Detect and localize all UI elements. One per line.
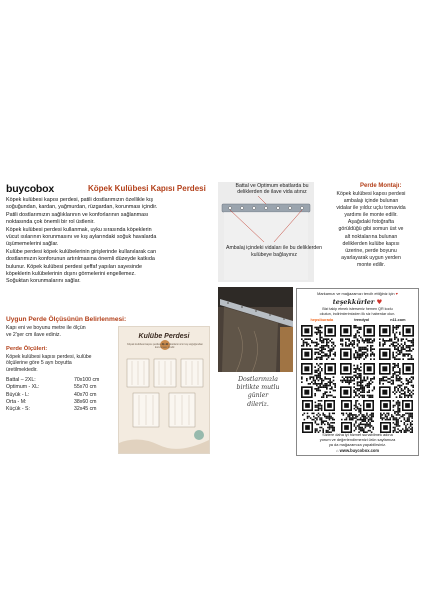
desc-line: soğuğundan, kardan, yağmurdan, rüzgardan, korunması içindir. bbox=[6, 204, 158, 211]
size-name: Battal – 2XL: bbox=[6, 377, 36, 383]
measure-text bbox=[6, 325, 102, 338]
installation-line: görüldüğü gibi somun üst ve bbox=[338, 226, 404, 233]
store-hepsiburada[interactable]: hepsiburada bbox=[310, 318, 334, 322]
desc-line: üşümemelerini sağlar. bbox=[6, 241, 59, 248]
size-list bbox=[6, 377, 110, 413]
product-description bbox=[6, 197, 213, 286]
thanks-text bbox=[296, 298, 419, 306]
curtain-line: ölçülerine göre 5 ayrı boyutta bbox=[6, 360, 72, 367]
wishes-line: dileriz. bbox=[247, 400, 269, 408]
installation-heading: Perde Montajı: bbox=[360, 183, 402, 189]
store-n11[interactable]: n11.com bbox=[390, 318, 406, 322]
mounting-screw-note: Ambalaj içindeki vidaları ile bu deliklerden kulübeye bağlayınız bbox=[225, 245, 323, 258]
qr-follow-line: okutun, indirimlerimizden ilk siz haberdar olun. bbox=[319, 311, 396, 316]
heart-icon: ♥ bbox=[376, 298, 383, 306]
heart-icon: ♥ bbox=[395, 291, 398, 296]
qr-code-store-9[interactable] bbox=[379, 400, 414, 433]
installation-line: Köpek kulübesi kapısı perdesi bbox=[336, 191, 406, 197]
desc-line: dostlarımızın konforunun artırılmasına önemli düzeyde katkıda bbox=[6, 256, 155, 263]
installation-line: ayarlayarak uygun yerden bbox=[341, 254, 401, 261]
installation-text bbox=[322, 191, 420, 269]
desc-line: Köpek kulübesi perdesi kullanmak, uyku sırasında köpeklerin bbox=[6, 226, 152, 233]
curtain-size-text bbox=[6, 354, 102, 373]
size-row bbox=[6, 384, 110, 391]
installation-line: Aşağıdaki fotoğrafta bbox=[347, 219, 395, 226]
qr-code-store-7[interactable] bbox=[301, 400, 336, 433]
desc-line: köpeklerin kulübelerinin dışını görmelerini engellemez. bbox=[6, 271, 136, 278]
desc-line: vücut ısılarının korunmasını ve kış aylarındaki soğuk havalarda bbox=[6, 234, 157, 241]
qr-code-store-6[interactable] bbox=[379, 363, 414, 398]
measure-line: ve 2'şer cm ilave ediniz. bbox=[6, 331, 61, 338]
review-line: Sizlere daha iyi hizmet sunabilmek adına bbox=[322, 432, 393, 437]
size-name: Küçük - S: bbox=[6, 406, 30, 413]
qr-code-store-5[interactable] bbox=[340, 363, 375, 398]
store-trendyol[interactable]: trendyol bbox=[354, 318, 370, 322]
size-poster bbox=[118, 326, 210, 454]
size-row bbox=[6, 392, 110, 399]
desc-line: Köpek kulübesi kapısı perdesi, patili dostlarımızın özellikle kış bbox=[6, 197, 154, 203]
desc-line: bulunur. Köpek kulübesi perdesi şeffaf yapıları sayesinde bbox=[6, 263, 142, 270]
desc-line: Patili dostlarımızın sağlıklarının ve konforlarının sağlanması bbox=[6, 211, 149, 218]
qr-intro-text: Markamızı ve mağazamızı tercih ettiğiniz için bbox=[317, 291, 395, 296]
size-value: 38x60 cm bbox=[74, 398, 97, 405]
thanks-label: teşekkürler bbox=[332, 298, 375, 306]
measure-line: Kapı eni ve boyunu metre ile ölçün bbox=[6, 325, 86, 331]
size-row bbox=[6, 406, 110, 413]
installation-line: alt noktalarına bulunan bbox=[344, 233, 398, 240]
curtain-line: Köpek kulübesi kapısı perdesi, kulübe bbox=[6, 354, 92, 360]
page-title: Köpek Kulübesi Kapısı Perdesi bbox=[88, 184, 206, 193]
qr-code-hepsiburada[interactable] bbox=[301, 325, 336, 360]
qr-code-n11[interactable] bbox=[379, 325, 414, 360]
qr-code-store-4[interactable] bbox=[301, 363, 336, 398]
poster-subtitle: Köpek kulübesi kapısı perdesi, patili dostlarımızın kış soğuğundan korunması içindir. bbox=[127, 343, 203, 350]
qr-follow-text bbox=[300, 307, 415, 316]
brand-name: buycobox bbox=[6, 183, 54, 195]
store-logos bbox=[300, 318, 416, 322]
desc-line: Kulübe perdesi köpek kulübelerinin girişlerinde kullanılarak can bbox=[6, 248, 157, 255]
website-link[interactable] bbox=[300, 448, 415, 453]
size-row bbox=[6, 377, 110, 384]
size-value: 70x100 cm bbox=[74, 377, 100, 383]
size-name: Büyük - L: bbox=[6, 391, 30, 398]
curtain-size-heading: Perde Ölçüleri: bbox=[6, 346, 48, 352]
size-name: Orta - M: bbox=[6, 398, 27, 405]
installed-curtain-photo bbox=[218, 287, 293, 372]
measure-heading: Uygun Perde Ölçüsünün Belirlenmesi: bbox=[6, 316, 127, 323]
size-value: 55x70 cm bbox=[74, 384, 97, 391]
website-url[interactable]: www.buycobox.com bbox=[339, 448, 380, 453]
installation-line: deliklerden kulübe kapısı bbox=[342, 240, 400, 247]
size-row bbox=[6, 399, 110, 406]
review-line: ya da mağazamıza yapabilirsiniz. bbox=[328, 441, 387, 447]
installation-line: üzerine, perde boyunu bbox=[345, 247, 397, 254]
installation-line: vidalar ile yıldız uçlu tornavida bbox=[336, 205, 406, 212]
desc-line: noktasında çok önemli bir rol üstlenir. bbox=[6, 219, 95, 226]
installation-line: monte edilir. bbox=[357, 261, 385, 268]
review-line: yorum ve değerlendirmenizi ürün sayfamıza bbox=[319, 436, 396, 442]
qr-code-store-8[interactable] bbox=[340, 400, 375, 433]
curtain-line: üretilmektedir. bbox=[6, 366, 38, 373]
wishes-line: günler bbox=[247, 392, 269, 400]
wishes-line: Dostlarınızla bbox=[238, 376, 278, 383]
qr-code-trendyol[interactable] bbox=[340, 325, 375, 360]
qr-intro bbox=[296, 291, 419, 296]
size-name: Optimum - XL: bbox=[6, 384, 40, 391]
desc-line: Soğuktan korunmalarını sağlar. bbox=[6, 278, 81, 285]
poster-title: Kulübe Perdesi bbox=[138, 333, 190, 340]
installation-line: yardımı ile monte edilir. bbox=[344, 212, 398, 219]
qr-follow-line: Bizi takip etmek isterseniz hemen QR kodu bbox=[322, 307, 393, 311]
review-text bbox=[300, 433, 415, 448]
extra-screw-note: Battal ve Optimum ebatlarda bu deliklerden de ilave vida atınız bbox=[235, 183, 309, 196]
installation-line: ambalajı içinde bulunan bbox=[343, 198, 399, 205]
size-value: 32x45 cm bbox=[74, 406, 97, 413]
wishes-text bbox=[226, 376, 290, 409]
product-photo bbox=[218, 182, 314, 282]
wishes-line: birlikte mutlu bbox=[236, 384, 280, 392]
website-icon: ⌂ bbox=[335, 448, 340, 453]
size-value: 40x70 cm bbox=[74, 391, 97, 398]
